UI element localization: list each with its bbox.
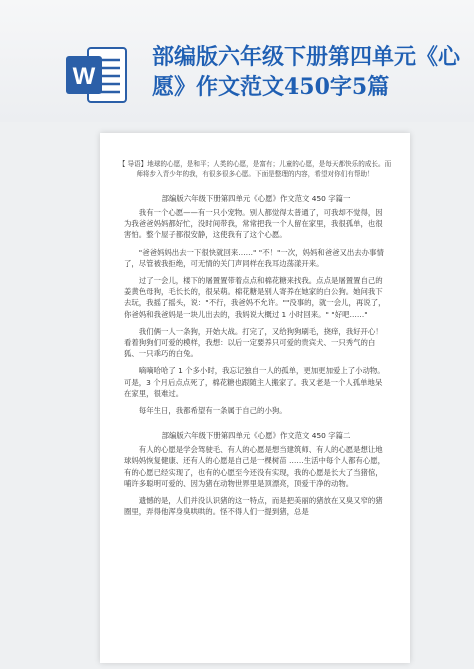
essay-paragraph: 有人的心愿是学会驾驶毛、有人的心愿是想当建筑师、有人的心愿是想让地球妈妈恢复健康、还有人的心愿是自己是一棵树苗 ……生活中每个人都有心愿，有的心愿已经实现了，也有的心愿至今还没有实现，我的心愿是长大了当猪倌，哺许多聪明可爱的、因为猪在动物世界里是顶漂亮，顶爱干净的动物。 xyxy=(124,445,386,488)
document-content xyxy=(100,193,410,517)
page-title: 部编版六年级下册第四单元《心愿》作文范文450字5篇 xyxy=(152,44,461,100)
essay-heading: 部编版六年级下册第四单元《心愿》作文范文 450 字篇一 xyxy=(161,194,351,203)
essay-paragraph: 过了一会儿，楼下的屠置置带着点点和棉花糖来找我。点点是屠置置自己的姜黄色母狗，毛长长的，很呆萌。棉花糖是别人寄养在她家的白公狗。她问我下去玩，我摇了摇头，说："不行，我爸妈不允许。""没事的，就一会儿，再说了，你爸妈和我爸妈是一块儿出去的，我妈说大概过 1 小时回来。" "好吧……" xyxy=(124,276,386,319)
document-page xyxy=(100,133,410,663)
essay-paragraph: 我们俩一人一条狗，开始大战。打完了，又给狗狗刷毛，挠痒，我好开心！看着狗狗们可爱的模样，我想：以后一定要养只可爱的贵宾犬、一只秀气的白狐、一只乖巧的白兔。 xyxy=(124,326,383,359)
essay-paragraph: 每年生日，我都希望有一条属于自己的小狗。 xyxy=(138,406,287,416)
essay-paragraph: 我有一个心愿——有一只小宠物。别人都觉得太普通了，可我却不觉得，因为我爸爸妈妈都好忙，没时间带我，常常把我一个人留在家里，我很孤单，也很害怕。整个屋子都很安静，这使我有了这个心愿。 xyxy=(124,208,383,240)
essay-paragraph: 遗憾的是，人们并没认识猪的这一特点，而是把美丽的猪放在又臭又窄的猪圈里，弄得他浑身臭哄哄的。怪不得人们一提到猪，总是 xyxy=(124,496,383,517)
word-icon-letter: W xyxy=(72,63,96,90)
word-document-icon xyxy=(64,42,130,108)
banner-header xyxy=(0,0,474,122)
essay-paragraph: 嘀嘀哈哈了 1 个多小时，我忘记独自一人的孤单，更加更加爱上了小动物。可是，3 个月后点点死了，棉花糖也跟随主人搬家了。我又老是一个人孤单地呆在家里，很难过。 xyxy=(124,366,385,398)
essay-heading: 部编版六年级下册第四单元《心愿》作文范文 450 字篇二 xyxy=(161,431,351,441)
essay-paragraph: "爸爸妈妈出去一下很快就回来……" "不！"一次，妈妈和爸爸又出去办事情了，尽管被我拒绝，可无情的关门声同样在我耳边荡漾开来。 xyxy=(124,247,384,268)
guide-text: 【 导语】地球的心愿，是和平；人类的心愿，是富有；儿童的心愿，是每天都快乐的成长。而师将步入青少年的我，有很多很多心愿。下面是整理的内容，希望对你们有帮助！ xyxy=(118,160,392,178)
